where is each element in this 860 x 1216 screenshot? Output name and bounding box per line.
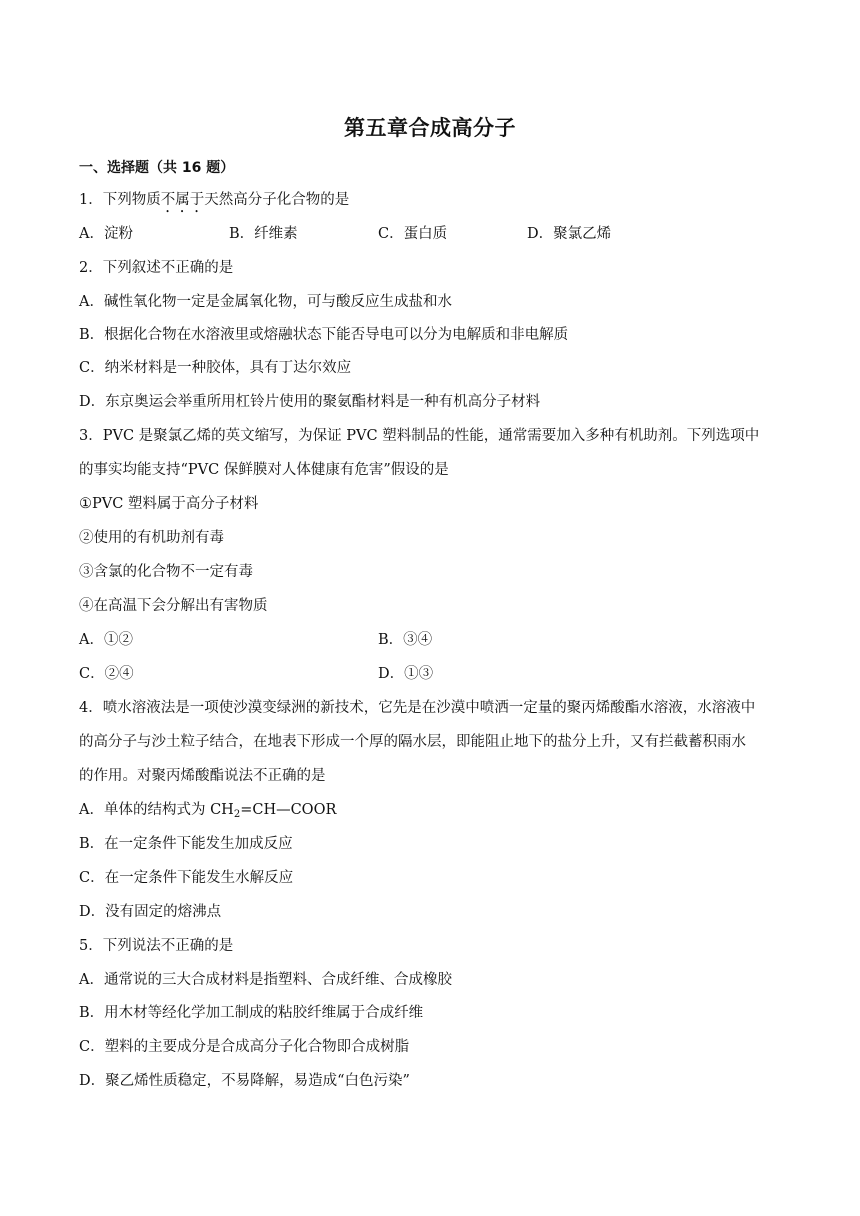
- q4-option-a[interactable]: [79, 800, 336, 820]
- q2-option-c[interactable]: C．纳米材料是一种胶体，具有丁达尔效应: [79, 360, 352, 376]
- q3-fact-3: ③含氯的化合物不一定有毒: [79, 564, 253, 580]
- question-4-stem-line1: 4．喷水溶液法是一项使沙漠变绿洲的新技术，它先是在沙漠中喷洒一定量的聚丙烯酸酯水溶液，水溶液中: [79, 700, 756, 716]
- question-5-stem: 5．下列说法不正确的是: [79, 938, 234, 954]
- q4-option-b[interactable]: B．在一定条件下能发生加成反应: [79, 836, 293, 852]
- question-1-stem: [79, 190, 349, 216]
- q5-option-d[interactable]: D．聚乙烯性质稳定，不易降解，易造成“白色污染”: [79, 1073, 410, 1089]
- q5-option-a[interactable]: A．通常说的三大合成材料是指塑料、合成纤维、合成橡胶: [79, 972, 452, 988]
- section-heading: 一、选择题（共 16 题）: [79, 160, 235, 176]
- q4-option-a-suffix: =CH—COOR: [240, 802, 337, 818]
- q4-option-a-subscript: 2: [233, 809, 241, 820]
- q4-option-c[interactable]: C．在一定条件下能发生水解反应: [79, 870, 294, 886]
- q3-fact-2: ②使用的有机助剂有毒: [79, 530, 224, 546]
- q1-option-b[interactable]: B．纤维素: [229, 226, 298, 242]
- q2-option-b[interactable]: B．根据化合物在水溶液里或熔融状态下能否导电可以分为电解质和非电解质: [79, 327, 569, 343]
- question-3-stem-line1: 3．PVC 是聚氯乙烯的英文缩写，为保证 PVC 塑料制品的性能，通常需要加入多种有机助剂。下列选项中: [79, 428, 760, 444]
- q1-option-d[interactable]: D．聚氯乙烯: [527, 226, 612, 242]
- q3-option-a[interactable]: A．①②: [79, 632, 133, 648]
- question-4-stem-line3: 的作用。对聚丙烯酸酯说法不正确的是: [79, 768, 326, 784]
- q3-fact-1: ①PVC 塑料属于高分子材料: [79, 496, 259, 512]
- q3-option-c[interactable]: C．②④: [79, 666, 134, 682]
- q1-suffix: 天然高分子化合物的是: [204, 192, 350, 208]
- page-title: 第五章合成高分子: [344, 116, 516, 140]
- question-3-stem-line2: 的事实均能支持“PVC 保鲜膜对人体健康有危害”假设的是: [79, 462, 449, 478]
- q4-option-a-prefix: A．单体的结构式为 CH: [79, 802, 234, 818]
- q3-option-b[interactable]: B．③④: [378, 632, 433, 648]
- q1-prefix: 1．下列物质: [79, 192, 161, 208]
- question-4-stem-line2: 的高分子与沙土粒子结合，在地表下形成一个厚的隔水层，即能阻止地下的盐分上升，又有拦截蓄积雨水: [79, 734, 746, 750]
- q2-option-d[interactable]: D．东京奥运会举重所用杠铃片使用的聚氨酯材料是一种有机高分子材料: [79, 394, 541, 410]
- q2-option-a[interactable]: A．碱性氧化物一定是金属氧化物，可与酸反应生成盐和水: [79, 294, 452, 310]
- q5-option-c[interactable]: C．塑料的主要成分是合成高分子化合物即合成树脂: [79, 1039, 410, 1055]
- q4-option-d[interactable]: D．没有固定的熔沸点: [79, 904, 222, 920]
- q3-option-d[interactable]: D．①③: [378, 666, 434, 682]
- question-2-stem: 2．下列叙述不正确的是: [79, 260, 234, 276]
- q1-emphasis: 不属于: [160, 192, 205, 208]
- q1-option-a[interactable]: A．淀粉: [79, 226, 133, 242]
- q5-option-b[interactable]: B．用木材等经化学加工制成的粘胶纤维属于合成纤维: [79, 1005, 424, 1021]
- q1-option-c[interactable]: C．蛋白质: [378, 226, 448, 242]
- q3-fact-4: ④在高温下会分解出有害物质: [79, 598, 268, 614]
